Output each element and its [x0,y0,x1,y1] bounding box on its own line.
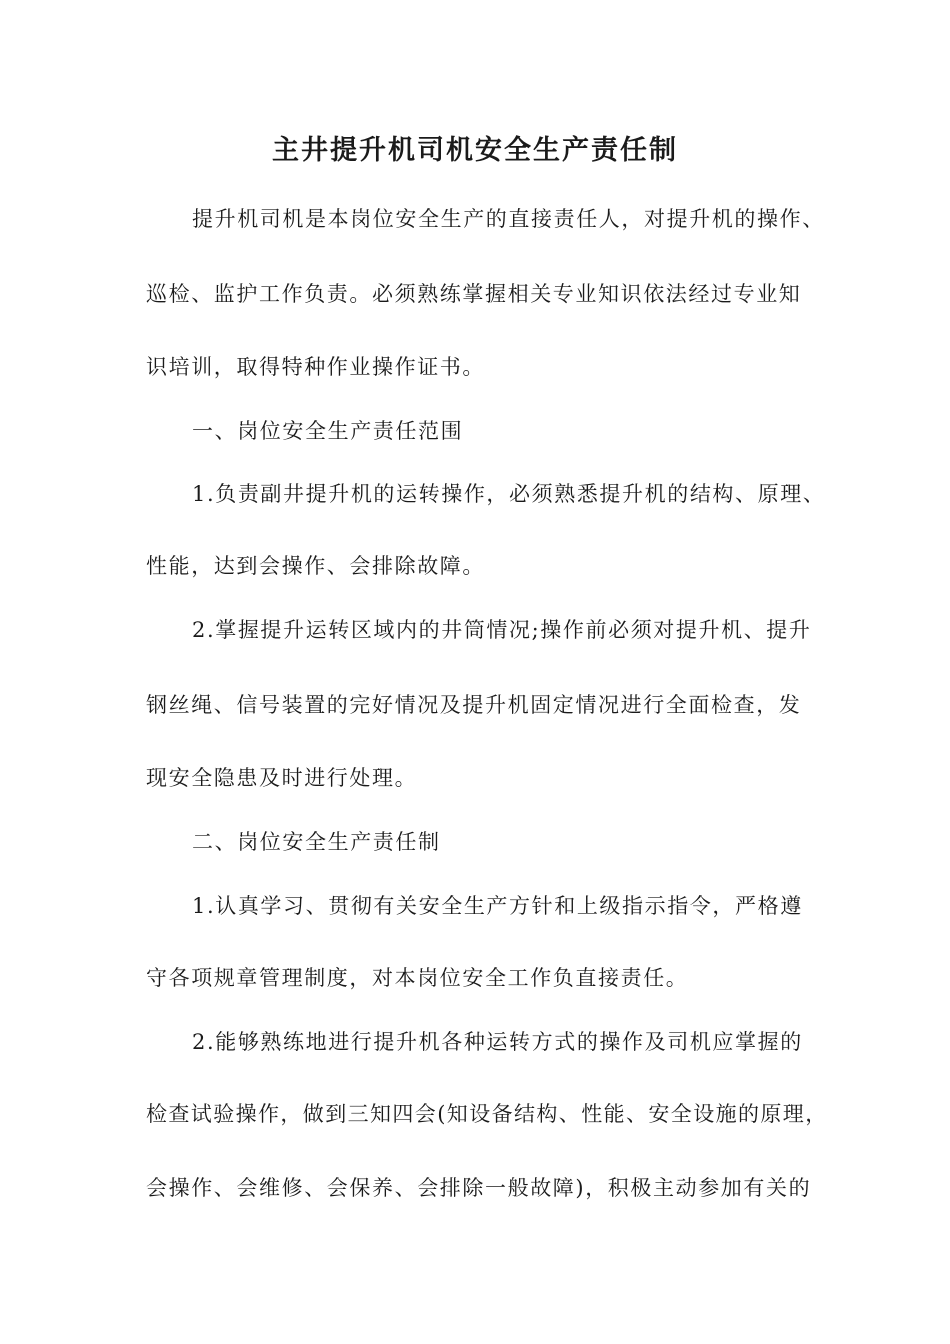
paragraph-intro-line-1: 提升机司机是本岗位安全生产的直接责任人，对提升机的操作、 [192,207,825,231]
item-2-2-line-3: 会操作、会维修、会保养、会排除一般故障)，积极主动参加有关的 [146,1176,812,1200]
item-2-2-line-1: 2.能够熟练地进行提升机各种运转方式的操作及司机应掌握的 [192,1030,803,1054]
item-1-1-line-1: 1.负责副井提升机的运转操作，必须熟悉提升机的结构、原理、 [192,482,826,506]
section-heading-1: 一、岗位安全生产责任范围 [192,419,464,443]
item-1-2-line-1: 2.掌握提升运转区域内的井筒情况;操作前必须对提升机、提升 [192,618,812,642]
section-heading-2: 二、岗位安全生产责任制 [192,830,441,854]
paragraph-intro-line-3: 识培训，取得特种作业操作证书。 [146,355,485,379]
item-1-2-line-2: 钢丝绳、信号装置的完好情况及提升机固定情况进行全面检查，发 [146,693,802,717]
item-2-2-line-2: 检查试验操作，做到三知四会(知设备结构、性能、安全设施的原理， [146,1102,828,1126]
item-2-1-line-1: 1.认真学习、贯彻有关安全生产方针和上级指示指令，严格遵 [192,894,803,918]
item-1-1-line-2: 性能，达到会操作、会排除故障。 [146,554,485,578]
item-1-2-line-3: 现安全隐患及时进行处理。 [146,766,418,790]
paragraph-intro-line-2: 巡检、监护工作负责。必须熟练掌握相关专业知识依法经过专业知 [146,282,802,306]
item-2-1-line-2: 守各项规章管理制度，对本岗位安全工作负直接责任。 [146,966,689,990]
document-title: 主井提升机司机安全生产责任制 [272,135,678,166]
